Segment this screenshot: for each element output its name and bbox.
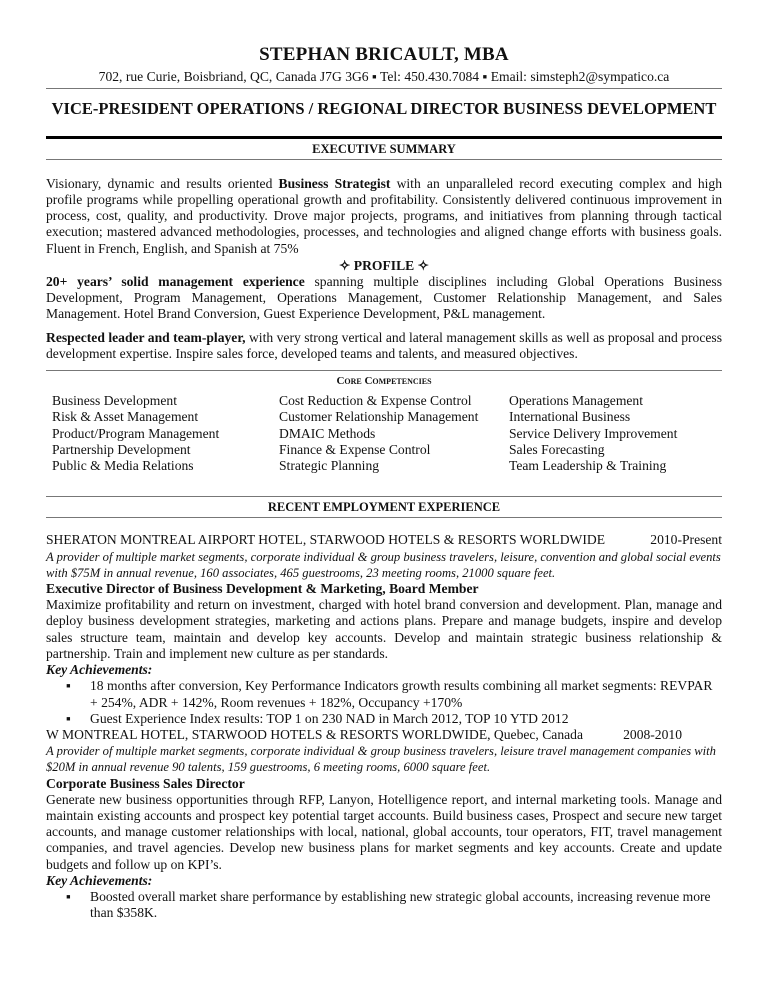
- competencies-heading: Core Competencies: [336, 375, 432, 388]
- job-entry: [46, 727, 722, 921]
- target-title: VICE-PRESIDENT OPERATIONS / REGIONAL DIRECTOR BUSINESS DEVELOPMENT: [51, 99, 717, 119]
- section-heading: RECENT EMPLOYMENT EXPERIENCE: [267, 500, 501, 515]
- summary-paragraph: Visionary, dynamic and results oriented Business Strategist with an unparalleled record executing complex and high profile programs while propelling operational growth and profitability. Consistently delivered continuous improvement in process, cost, quality, and productivity. Drove major projects, programs, and initiatives from planning through tactical execution; mastered advanced methodologies, processes, and technologies and aligned change efforts with business goals. Fluent in French, English, and Spanish at 75%: [46, 175, 722, 256]
- job-role: Corporate Business Sales Director: [46, 775, 245, 791]
- profile-paragraph: 20+ years’ solid management experience spanning multiple disciplines including Global Operations Business Development, Program Management, Operations Management, Customer Relationship Management, and Sales Management. Hotel Brand Conversion, Guest Experience Development, P&L management.: [46, 274, 722, 322]
- profile-paragraph: Respected leader and team-player, with very strong vertical and lateral management skills as well as proposal and process development expertise. Inspire sales force, developed teams and talents, and measured objectives.: [46, 329, 722, 361]
- employer-description: A provider of multiple market segments, corporate individual & group business travelers, leisure, convention and global social events with $75M in annual revenue, 160 associates, 465 guestrooms, 23 meeting rooms, 21000 square feet.: [46, 549, 721, 580]
- divider: [46, 159, 722, 160]
- profile-heading: ✧ PROFILE ✧: [339, 257, 429, 273]
- divider: [46, 517, 722, 518]
- job-dates: 2010-Present: [650, 532, 722, 548]
- candidate-name: STEPHAN BRICAULT, MBA: [259, 44, 509, 65]
- resume-page: [46, 0, 722, 921]
- achievement: ▪ Boosted overall market share performance by establishing new strategic global accounts, increasing revenue more than $358K.: [90, 889, 722, 921]
- employer-description: A provider of multiple market segments, corporate individual & group business travelers, leisure travel management companies with $20M in annual revenue 90 talents, 159 guestrooms, 6 meeting rooms, 6000 square feet.: [46, 744, 716, 775]
- divider: [46, 88, 722, 89]
- achievements-heading: Key Achievements:: [46, 662, 153, 678]
- competencies-list: Business Development Cost Reduction & Expense Control Operations Management Risk & Asset Management Customer Relationship Management International Business Product/Program Management DMAIC Methods Service Delivery Improvement Partnership Development Finance & Expense Control Sales Forecasting Public & Media Relations Strategic Planning Team Leadership & Training: [52, 393, 678, 474]
- achievement: ▪ 18 months after conversion, Key Performance Indicators growth results combining all market segments: REVPAR + 254%, ADR + 142%, Room revenues + 182%, Occupancy +170%: [90, 678, 722, 710]
- achievements-heading: Key Achievements:: [46, 872, 153, 888]
- job-dates: 2008-2010: [623, 726, 682, 742]
- employer: SHERATON MONTREAL AIRPORT HOTEL, STARWOOD HOTELS & RESORTS WORLDWIDE: [46, 532, 606, 548]
- job-entry: [46, 532, 722, 726]
- employer: W MONTREAL HOTEL, STARWOOD HOTELS & RESORTS WORLDWIDE, Quebec, Canada: [46, 726, 583, 742]
- contact-line: 702, rue Curie, Boisbriand, QC, Canada J7G 3G6 ▪ Tel: 450.430.7084 ▪ Email: simsteph2@sympatico.ca: [98, 69, 670, 85]
- job-role: Executive Director of Business Development & Marketing, Board Member: [46, 581, 479, 597]
- achievement: ▪ Guest Experience Index results: TOP 1 on 230 NAD in March 2012, TOP 10 YTD 2012: [90, 711, 722, 727]
- job-description: Maximize profitability and return on investment, charged with hotel brand conversion and development. Plan, manage and deploy business development strategies, marketing and actions plans. Prepare and manage budgets, inspire and develop sales structure team, maintain and develop key accounts. Develop and maintain strategic business relationship & partnership. Train and implement new culture as per standards.: [46, 597, 722, 661]
- job-description: Generate new business opportunities through RFP, Lanyon, Hotelligence report, and internal marketing tools. Manage and maintain existing accounts and prospect key potential target accounts. Build business cases, Prospect and secure new target accounts, and manage customer relationships with local, national, global accounts, tour operators, FIT, travel management companies, and travel agencies. Develop new business plans for market segments and key accounts. Create and update budgets and follow up on KPI’s.: [46, 791, 722, 872]
- section-heading: EXECUTIVE SUMMARY: [312, 141, 456, 156]
- divider: [46, 370, 722, 371]
